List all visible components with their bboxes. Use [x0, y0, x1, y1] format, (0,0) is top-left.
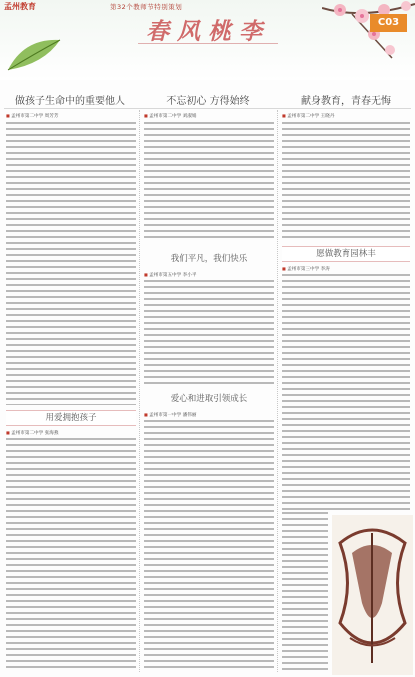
- title-box: [138, 13, 278, 44]
- article-body-right-1: [282, 122, 410, 240]
- column-divider-2: [277, 110, 278, 672]
- byline-right-2: ■ 孟州市第三中学 李涛: [282, 266, 330, 272]
- byline-mid-2: ■ 孟州市第五中学 李小平: [144, 272, 196, 278]
- article-body-mid-2: [144, 280, 274, 388]
- byline-mid: ■ 孟州市第二中学 刘淑娟: [144, 113, 196, 119]
- byline-left: ■ 孟州市第二中学 周芳芳: [6, 113, 58, 119]
- article-body-left-1: [6, 122, 136, 405]
- article-body-mid-1: [144, 122, 274, 242]
- article-body-left-2: [6, 438, 136, 672]
- article-title-bottom-left: 用爱拥抱孩子: [6, 410, 136, 426]
- article-body-mid-3: [144, 420, 274, 672]
- article-body-right-2: [282, 274, 410, 510]
- column-title-mid: 不忘初心 方得始终: [166, 96, 250, 107]
- page-code-badge: C03: [370, 14, 407, 32]
- masthead: [0, 0, 415, 80]
- seal-stamp-icon: [330, 513, 415, 677]
- article-body-right-3: [282, 512, 328, 672]
- article-title-mid-3: 爱心和进取引领成长: [170, 394, 248, 404]
- byline-right: ■ 孟州市第二中学 王晓丹: [282, 113, 334, 119]
- publication-info: [4, 2, 62, 11]
- column-divider-1: [139, 110, 140, 672]
- byline-mid-3: ■ 孟州市第一中学 潘伟丽: [144, 412, 196, 418]
- article-title-mid-2: 我们平凡，我们快乐: [170, 254, 248, 264]
- leaf-decoration-icon: [4, 34, 64, 74]
- issue-line: 第32个教师节特别策划: [110, 3, 183, 11]
- column-title-left: 做孩子生命中的重要他人: [15, 96, 125, 107]
- header-rule: [4, 108, 411, 109]
- article-title-right-2: 愿做教育园林丰: [282, 246, 410, 262]
- publication-name: 孟州教育: [4, 2, 36, 11]
- column-title-right: 献身教育，青春无悔: [301, 96, 391, 107]
- byline-bottom-left: ■ 孟州市第二中学 张海燕: [6, 430, 58, 436]
- page-title: 春风桃李: [146, 18, 270, 45]
